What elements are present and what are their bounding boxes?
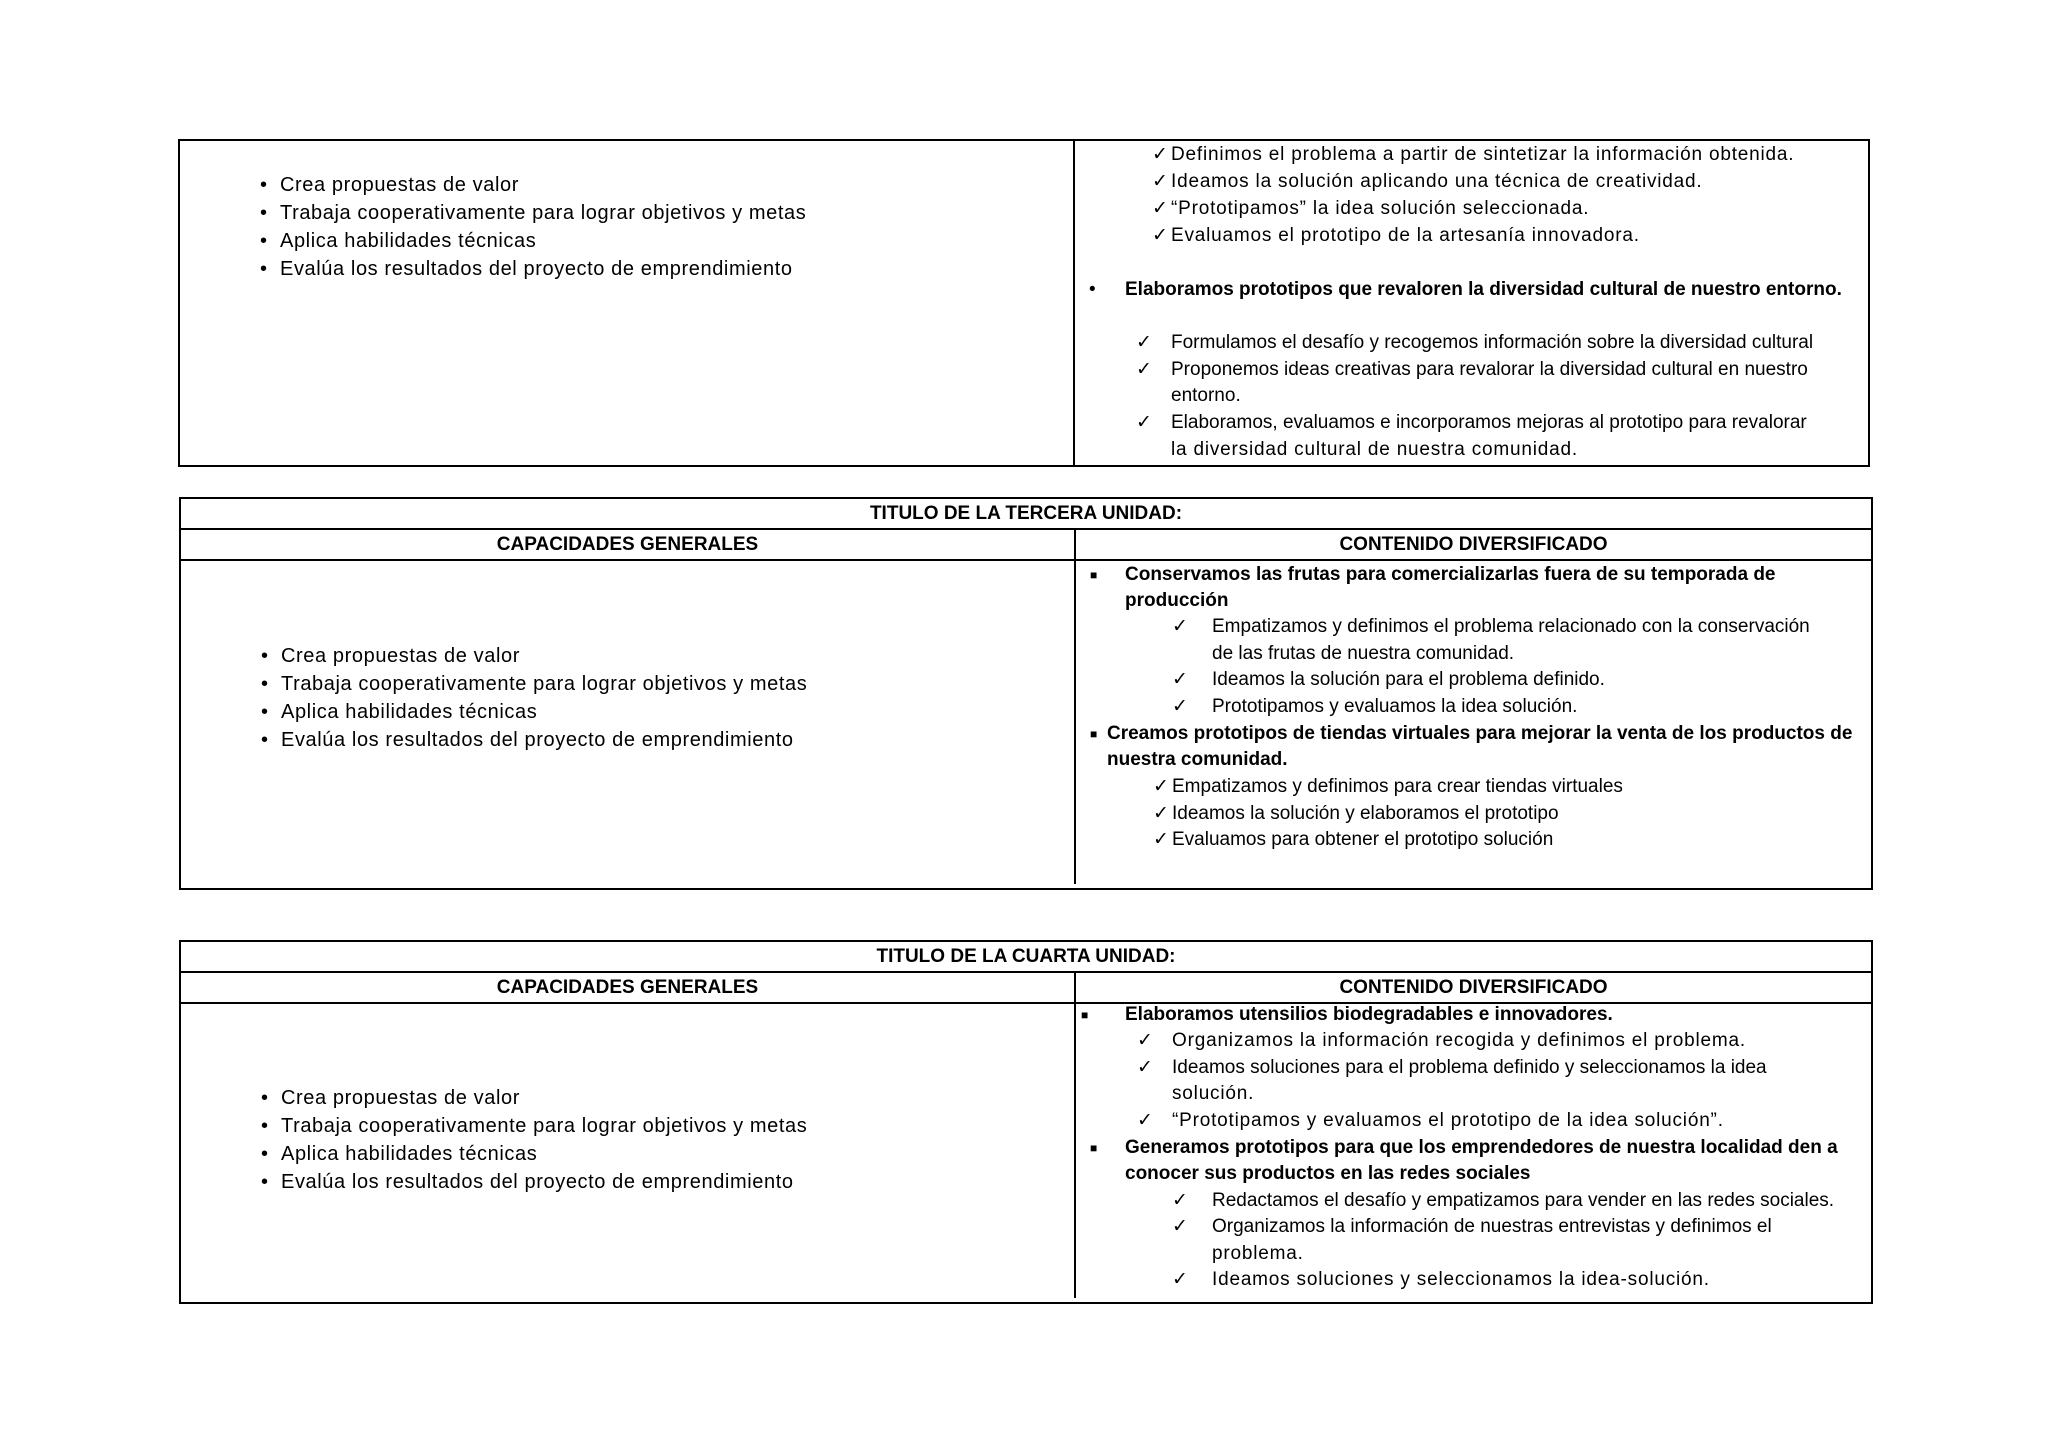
table-unit-4 [179, 940, 1873, 1304]
table-title-row [181, 942, 1871, 973]
square-bullet-icon: ■ [1090, 727, 1098, 741]
check-item: Ideamos soluciones para el problema definido y seleccionamos la idea [1172, 1057, 1767, 1078]
check-item: Prototipamos y evaluamos la idea solución. [1212, 696, 1578, 717]
table-unit-2-continued [178, 139, 1870, 467]
check-item: “Prototipamos” la idea solución seleccionada. [1171, 198, 1590, 219]
table-body-row [181, 1004, 1871, 1298]
check-item: Organizamos la información recogida y definimos el problema. [1172, 1030, 1746, 1051]
list-item: • Evalúa los resultados del proyecto de emprendimiento [261, 1168, 807, 1196]
column-header-contenido: CONTENIDO DIVERSIFICADO [1339, 977, 1608, 998]
check-icon: ✓ [1152, 198, 1168, 219]
capacidades-list [261, 1084, 807, 1196]
list-item: • Trabaja cooperativamente para lograr objetivos y metas [261, 1112, 807, 1140]
check-item: Definimos el problema a partir de sintetizar la información obtenida. [1171, 144, 1795, 165]
list-item: • Crea propuestas de valor [260, 171, 806, 199]
check-icon: ✓ [1137, 1057, 1153, 1078]
column-header-capacidades: CAPACIDADES GENERALES [181, 530, 1076, 559]
check-item: Organizamos la información de nuestras entrevistas y definimos el [1212, 1216, 1772, 1237]
capacidades-list [260, 171, 806, 283]
check-item-continuation: problema. [1212, 1243, 1304, 1264]
check-icon: ✓ [1172, 1269, 1188, 1290]
list-item: • Trabaja cooperativamente para lograr objetivos y metas [260, 199, 806, 227]
check-item: Empatizamos y definimos el problema relacionado con la conservación [1212, 616, 1810, 637]
check-icon: ✓ [1152, 171, 1168, 192]
check-item-continuation: entorno. [1171, 385, 1241, 406]
square-item: Elaboramos utensilios biodegradables e innovadores. [1125, 1004, 1613, 1025]
check-icon: ✓ [1153, 829, 1169, 850]
check-item: Empatizamos y definimos para crear tiendas virtuales [1172, 776, 1623, 797]
square-item: Conservamos las frutas para comercializarlas fuera de su temporada de [1125, 564, 1776, 585]
check-icon: ✓ [1172, 696, 1188, 717]
list-item: • Aplica habilidades técnicas [261, 1140, 807, 1168]
check-item: Redactamos el desafío y empatizamos para vender en las redes sociales. [1212, 1190, 1835, 1211]
table-body-row [180, 141, 1868, 465]
check-item: Formulamos el desafío y recogemos información sobre la diversidad cultural [1171, 332, 1814, 353]
list-item: • Aplica habilidades técnicas [260, 227, 806, 255]
table-title: TITULO DE LA CUARTA UNIDAD: [876, 946, 1176, 967]
capacidades-cell [180, 141, 1075, 465]
check-icon: ✓ [1136, 412, 1152, 433]
contenido-cell [1076, 561, 1871, 884]
check-icon: ✓ [1172, 1216, 1188, 1237]
check-icon: ✓ [1172, 669, 1188, 690]
capacidades-cell [181, 1004, 1076, 1298]
list-item: • Evalúa los resultados del proyecto de emprendimiento [260, 255, 806, 283]
check-item: Evaluamos el prototipo de la artesanía innovadora. [1171, 225, 1640, 246]
column-header-capacidades: CAPACIDADES GENERALES [181, 973, 1076, 1002]
check-item: Ideamos la solución y elaboramos el prototipo [1172, 803, 1559, 824]
table-title: TITULO DE LA TERCERA UNIDAD: [869, 503, 1183, 524]
check-icon: ✓ [1137, 1110, 1153, 1131]
list-item: • Aplica habilidades técnicas [261, 698, 807, 726]
square-item-continuation: conocer sus productos en las redes sociales [1125, 1163, 1531, 1184]
check-item-continuation: de las frutas de nuestra comunidad. [1212, 643, 1515, 664]
bullet-item: Elaboramos prototipos que revaloren la diversidad cultural de nuestro entorno. [1125, 279, 1842, 300]
table-title-row [181, 499, 1871, 530]
check-item: Elaboramos, evaluamos e incorporamos mejoras al prototipo para revalorar [1171, 412, 1807, 433]
square-bullet-icon: ■ [1081, 1008, 1089, 1022]
check-icon: ✓ [1153, 803, 1169, 824]
check-icon: ✓ [1136, 332, 1152, 353]
check-icon: ✓ [1136, 359, 1152, 380]
list-item: • Evalúa los resultados del proyecto de emprendimiento [261, 726, 807, 754]
check-item: Proponemos ideas creativas para revalorar la diversidad cultural en nuestro [1171, 359, 1808, 380]
column-header-contenido: CONTENIDO DIVERSIFICADO [1339, 534, 1608, 555]
check-item: Ideamos soluciones y seleccionamos la idea-solución. [1212, 1269, 1710, 1290]
capacidades-list [261, 642, 807, 754]
check-icon: ✓ [1137, 1030, 1153, 1051]
check-item: Ideamos la solución para el problema definido. [1212, 669, 1605, 690]
table-unit-3 [179, 497, 1873, 890]
check-item: Evaluamos para obtener el prototipo solución [1172, 829, 1554, 850]
column-header-row [181, 973, 1871, 1004]
check-icon: ✓ [1153, 776, 1169, 797]
check-item-continuation: la diversidad cultural de nuestra comunidad. [1171, 439, 1578, 460]
list-item: • Crea propuestas de valor [261, 1084, 807, 1112]
check-item-continuation: solución. [1172, 1083, 1255, 1104]
column-header-row [181, 530, 1871, 561]
square-item-continuation: nuestra comunidad. [1107, 749, 1288, 770]
list-item: • Crea propuestas de valor [261, 642, 807, 670]
square-bullet-icon: ■ [1090, 568, 1098, 582]
table-body-row [181, 561, 1871, 884]
bullet-icon: • [1089, 279, 1096, 300]
check-icon: ✓ [1172, 616, 1188, 637]
contenido-cell [1075, 141, 1868, 465]
contenido-cell [1076, 1004, 1871, 1298]
square-item: Generamos prototipos para que los emprendedores de nuestra localidad den a [1125, 1137, 1838, 1158]
check-icon: ✓ [1172, 1190, 1188, 1211]
square-item: Creamos prototipos de tiendas virtuales para mejorar la venta de los productos de [1107, 723, 1853, 744]
check-item: “Prototipamos y evaluamos el prototipo de la idea solución”. [1172, 1110, 1724, 1131]
capacidades-cell [181, 561, 1076, 884]
square-item-continuation: producción [1125, 590, 1229, 611]
check-icon: ✓ [1152, 144, 1168, 165]
check-item: Ideamos la solución aplicando una técnica de creatividad. [1171, 171, 1703, 192]
check-icon: ✓ [1152, 225, 1168, 246]
square-bullet-icon: ■ [1090, 1141, 1098, 1155]
list-item: • Trabaja cooperativamente para lograr objetivos y metas [261, 670, 807, 698]
